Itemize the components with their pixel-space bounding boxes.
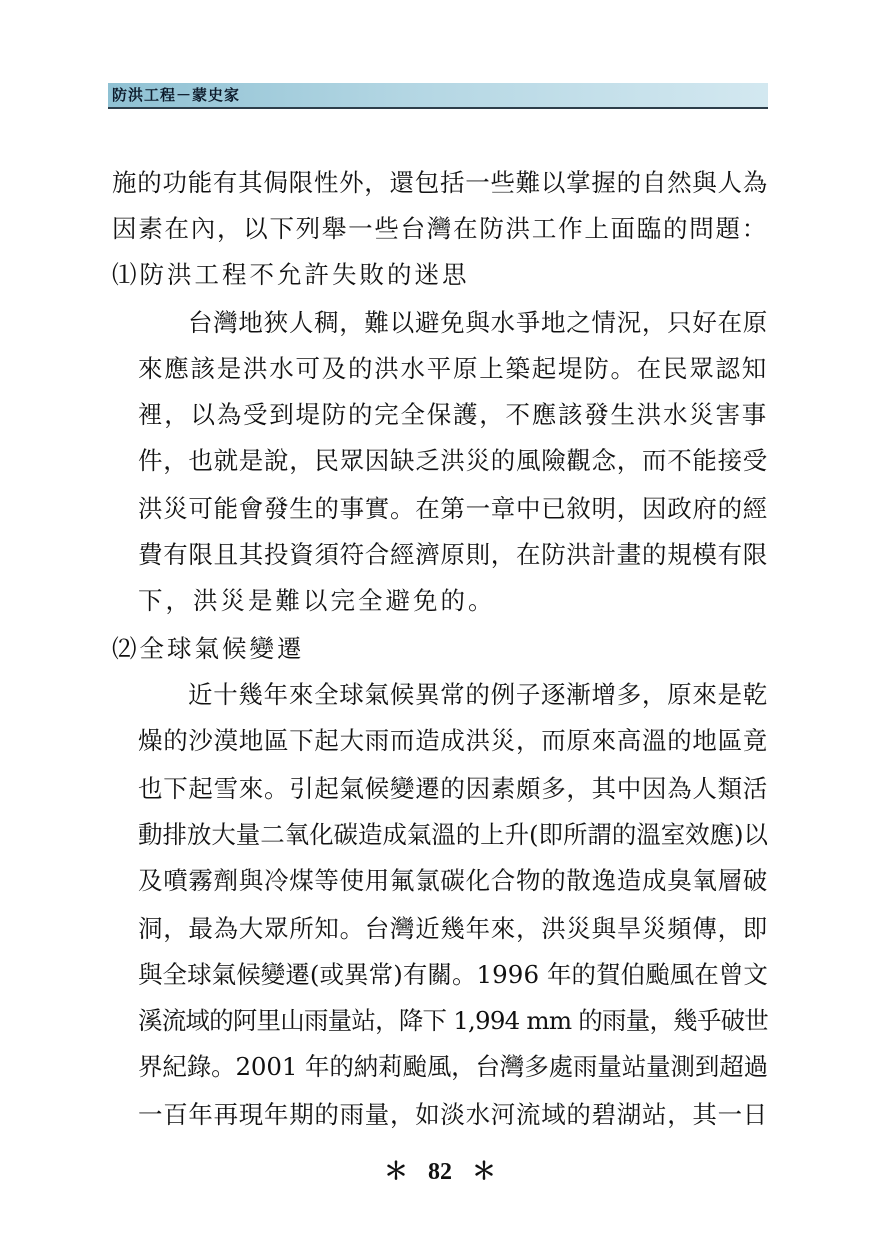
- paragraph-line: 動排放大量二氧化碳造成氣溫的上升(即所謂的溫室效應)以: [138, 820, 768, 849]
- paragraph-line: 來應該是洪水可及的洪水平原上築起堤防。在民眾認知: [138, 354, 768, 383]
- section-heading: ⑵全球氣候變遷: [112, 634, 305, 663]
- paragraph-line: 件，也就是說，民眾因缺乏洪災的風險觀念，而不能接受: [138, 446, 768, 475]
- paragraph-line: 溪流域的阿里山雨量站，降下 1,994 mm 的雨量，幾乎破世: [138, 1006, 768, 1035]
- paragraph-line: 洞，最為大眾所知。台灣近幾年來，洪災與旱災頻傳，即: [138, 914, 768, 943]
- footer-star-left: ＊: [384, 1159, 408, 1185]
- paragraph-line: 洪災可能會發生的事實。在第一章中已敘明，因政府的經: [138, 494, 768, 523]
- paragraph-line: 界紀錄。2001 年的納莉颱風，台灣多處雨量站量測到超過: [138, 1052, 768, 1081]
- paragraph-line: 因素在內，以下列舉一些台灣在防洪工作上面臨的問題：: [112, 214, 768, 243]
- page-footer: [0, 1157, 880, 1187]
- paragraph-line: 裡，以為受到堤防的完全保護，不應該發生洪水災害事: [138, 400, 768, 429]
- paragraph-line: 下，洪災是難以完全避免的。: [138, 586, 496, 615]
- header-divider: [108, 107, 768, 109]
- paragraph-line: 及噴霧劑與冷煤等使用氟氯碳化合物的散逸造成臭氧層破: [138, 866, 768, 895]
- section-heading: ⑴防洪工程不允許失敗的迷思: [112, 260, 470, 289]
- paragraph-line: 近十幾年來全球氣候異常的例子逐漸增多，原來是乾: [188, 680, 768, 709]
- paragraph-line: 一百年再現年期的雨量，如淡水河流域的碧湖站，其一日: [138, 1100, 768, 1129]
- paragraph-line: 燥的沙漠地區下起大雨而造成洪災，而原來高溫的地區竟: [138, 726, 768, 755]
- paragraph-line: 施的功能有其侷限性外，還包括一些難以掌握的自然與人為: [112, 168, 768, 197]
- paragraph-line: 也下起雪來。引起氣候變遷的因素頗多，其中因為人類活: [138, 774, 768, 803]
- paragraph-line: 與全球氣候變遷(或異常)有關。1996 年的賀伯颱風在曾文: [138, 960, 768, 989]
- paragraph-line: 台灣地狹人稠，難以避免與水爭地之情況，只好在原: [188, 308, 768, 337]
- paragraph-line: 費有限且其投資須符合經濟原則，在防洪計畫的規模有限: [138, 540, 768, 569]
- footer-star-right: ＊: [472, 1159, 496, 1185]
- running-header-title: 防洪工程－蒙史家: [112, 86, 241, 104]
- page-number: 82: [428, 1159, 452, 1185]
